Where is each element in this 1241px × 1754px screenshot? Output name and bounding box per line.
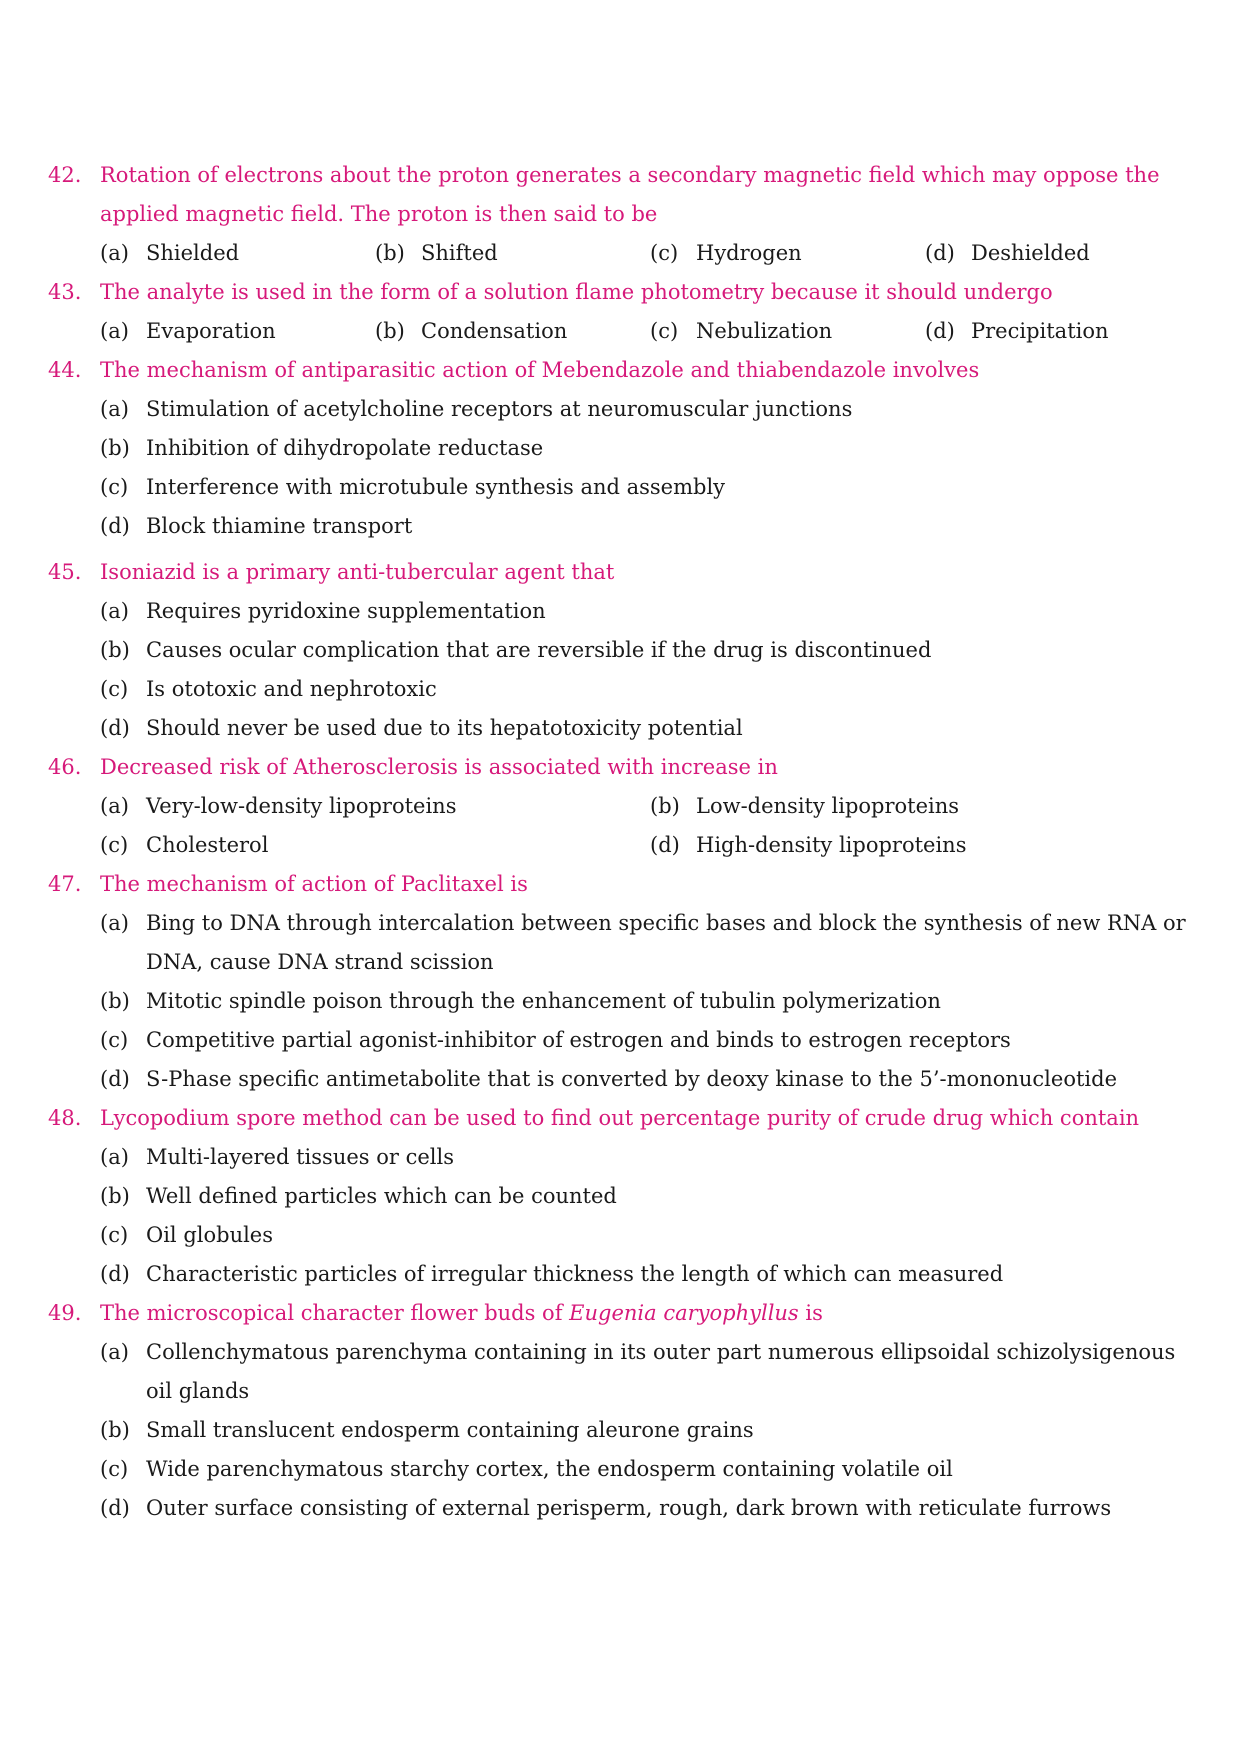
- option-label: (c): [650, 241, 679, 265]
- option-label: (b): [375, 319, 405, 343]
- question-text: The analyte is used in the form of a solution flame photometry because it should undergo: [100, 280, 1053, 304]
- option-d: [100, 507, 1200, 546]
- option-c: [100, 1216, 1200, 1255]
- option-d: [100, 1060, 1200, 1099]
- option-d: [100, 709, 1200, 748]
- option-label: (b): [100, 638, 130, 662]
- option-label: (d): [100, 1067, 130, 1091]
- question-number: 45.: [48, 560, 82, 584]
- question-48: [48, 1099, 1198, 1138]
- option-a: [100, 592, 1200, 631]
- question-number: 47.: [48, 872, 82, 896]
- option-text: Requires pyridoxine supplementation: [146, 599, 546, 623]
- option-label: (a): [100, 241, 129, 265]
- question-46: [48, 748, 1198, 787]
- option-label: (d): [100, 716, 130, 740]
- option-label: (d): [650, 833, 680, 857]
- question-49: [48, 1294, 1198, 1333]
- option-text: Precipitation: [971, 319, 1109, 343]
- option-text: Shifted: [421, 241, 498, 265]
- option-b: [100, 631, 1200, 670]
- option-text: Is ototoxic and nephrotoxic: [146, 677, 437, 701]
- question-number: 49.: [48, 1301, 82, 1325]
- option-label: (d): [100, 514, 130, 538]
- option-c: [100, 1021, 1200, 1060]
- option-label: (a): [100, 599, 129, 623]
- question-text: Rotation of electrons about the proton generates a secondary magnetic field which may oppose the applied magnetic field. The proton is then said to be: [100, 163, 1160, 226]
- question-number: 46.: [48, 755, 82, 779]
- option-text: Stimulation of acetylcholine receptors at neuromuscular junctions: [146, 397, 853, 421]
- option-text: Well defined particles which can be counted: [146, 1184, 617, 1208]
- question-number: 43.: [48, 280, 82, 304]
- option-label: (a): [100, 1145, 129, 1169]
- option-text: Bing to DNA through intercalation between specific bases and block the synthesis of new RNA or DNA, cause DNA strand scission: [146, 911, 1186, 974]
- question-text: The mechanism of antiparasitic action of Mebendazole and thiabendazole involves: [100, 358, 980, 382]
- option-c: [100, 826, 640, 865]
- option-label: (a): [100, 794, 129, 818]
- option-text: Wide parenchymatous starchy cortex, the endosperm containing volatile oil: [146, 1457, 953, 1481]
- option-text: Outer surface consisting of external perisperm, rough, dark brown with reticulate furrows: [146, 1496, 1112, 1520]
- option-b: [650, 787, 1190, 826]
- option-a: [100, 904, 1200, 982]
- option-text: Deshielded: [971, 241, 1090, 265]
- option-a: [100, 1138, 1200, 1177]
- option-text: Very-low-density lipoproteins: [146, 794, 457, 818]
- option-label: (a): [100, 319, 129, 343]
- question-42: [48, 156, 1198, 234]
- option-label: (a): [100, 397, 129, 421]
- option-label: (d): [925, 241, 955, 265]
- question-45: [48, 553, 1198, 592]
- option-label: (b): [100, 1418, 130, 1442]
- option-text: S-Phase specific antimetabolite that is converted by deoxy kinase to the 5’-mononucleotide: [146, 1067, 1117, 1091]
- question-text: Decreased risk of Atherosclerosis is associated with increase in: [100, 755, 778, 779]
- option-label: (b): [375, 241, 405, 265]
- option-label: (b): [100, 989, 130, 1013]
- option-text: Cholesterol: [146, 833, 269, 857]
- option-c: [100, 670, 1200, 709]
- option-text: Low-density lipoproteins: [696, 794, 960, 818]
- option-text: Collenchymatous parenchyma containing in its outer part numerous ellipsoidal schizolysigenous oil glands: [146, 1340, 1176, 1403]
- option-label: (d): [100, 1496, 130, 1520]
- question-text: Lycopodium spore method can be used to find out percentage purity of crude drug which contain: [100, 1106, 1140, 1130]
- option-c: [100, 1450, 1200, 1489]
- option-label: (b): [100, 1184, 130, 1208]
- option-label: (c): [100, 1028, 129, 1052]
- option-text: Shielded: [146, 241, 240, 265]
- option-b: [100, 1177, 1200, 1216]
- option-b: [100, 429, 1200, 468]
- option-a: [100, 234, 370, 273]
- option-d: [925, 312, 1195, 351]
- option-c: [650, 312, 920, 351]
- option-a: [100, 390, 1200, 429]
- option-a: [100, 1333, 1200, 1411]
- option-label: (c): [100, 1223, 129, 1247]
- option-text: Characteristic particles of irregular thickness the length of which can measured: [146, 1262, 1004, 1286]
- option-label: (a): [100, 911, 129, 935]
- option-label: (c): [100, 1457, 129, 1481]
- question-text: The mechanism of action of Paclitaxel is: [100, 872, 528, 896]
- question-number: 42.: [48, 163, 82, 187]
- option-d: [100, 1489, 1200, 1528]
- option-b: [100, 1411, 1200, 1450]
- option-text: Small translucent endosperm containing aleurone grains: [146, 1418, 754, 1442]
- option-b: [100, 982, 1200, 1021]
- option-text: Oil globules: [146, 1223, 274, 1247]
- option-label: (c): [100, 677, 129, 701]
- option-text: High-density lipoproteins: [696, 833, 967, 857]
- option-label: (d): [925, 319, 955, 343]
- option-c: [100, 468, 1200, 507]
- question-number: 48.: [48, 1106, 82, 1130]
- option-text: Block thiamine transport: [146, 514, 413, 538]
- option-label: (c): [650, 319, 679, 343]
- option-a: [100, 312, 370, 351]
- option-text: Evaporation: [146, 319, 276, 343]
- option-text: Multi-layered tissues or cells: [146, 1145, 454, 1169]
- species-name: Eugenia caryophyllus: [569, 1301, 799, 1325]
- option-label: (b): [100, 436, 130, 460]
- option-text: Condensation: [421, 319, 568, 343]
- option-label: (a): [100, 1340, 129, 1364]
- option-d: [100, 1255, 1200, 1294]
- option-b: [375, 234, 645, 273]
- question-text-end: is: [798, 1301, 823, 1325]
- option-text: Inhibition of dihydropolate reductase: [146, 436, 544, 460]
- option-text: Causes ocular complication that are reversible if the drug is discontinued: [146, 638, 932, 662]
- option-label: (c): [100, 475, 129, 499]
- option-a: [100, 787, 640, 826]
- option-text: Hydrogen: [696, 241, 802, 265]
- question-44: [48, 351, 1198, 390]
- option-d: [650, 826, 1190, 865]
- option-d: [925, 234, 1195, 273]
- option-label: (b): [650, 794, 680, 818]
- question-number: 44.: [48, 358, 82, 382]
- option-label: (c): [100, 833, 129, 857]
- question-47: [48, 865, 1198, 904]
- option-text: Should never be used due to its hepatotoxicity potential: [146, 716, 743, 740]
- question-text: Isoniazid is a primary anti-tubercular agent that: [100, 560, 615, 584]
- option-c: [650, 234, 920, 273]
- option-text: Mitotic spindle poison through the enhancement of tubulin polymerization: [146, 989, 941, 1013]
- option-b: [375, 312, 645, 351]
- option-text: Interference with microtubule synthesis and assembly: [146, 475, 726, 499]
- question-43: [48, 273, 1198, 312]
- option-text: Nebulization: [696, 319, 833, 343]
- option-label: (d): [100, 1262, 130, 1286]
- question-text: [100, 1294, 1198, 1333]
- question-text-start: The microscopical character flower buds of: [100, 1301, 570, 1325]
- option-text: Competitive partial agonist-inhibitor of estrogen and binds to estrogen receptors: [146, 1028, 1011, 1052]
